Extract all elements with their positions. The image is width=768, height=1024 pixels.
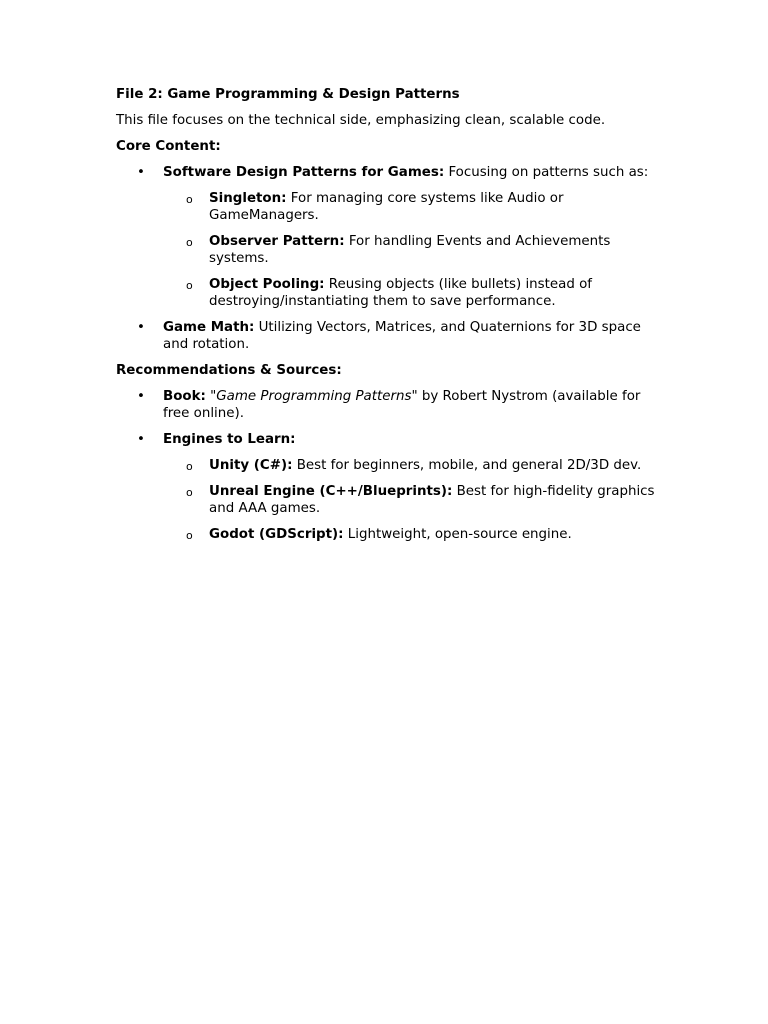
subitem-label: Singleton:: [209, 191, 287, 206]
sublist-item-unity: [163, 457, 656, 474]
engines-sublist: [163, 457, 656, 543]
sublist-item-object-pooling: [163, 276, 656, 310]
item-text: Utilizing Vectors, Matrices, and Quaternions for 3D space and rotation.: [163, 320, 641, 352]
sublist-item-unreal: [163, 483, 656, 517]
item-label: Software Design Patterns for Games:: [163, 165, 445, 180]
circle-bullet-icon: o: [186, 529, 193, 542]
design-patterns-sublist: [163, 190, 656, 310]
bullet-icon: •: [137, 320, 145, 335]
item-label: Book:: [163, 389, 206, 404]
circle-bullet-icon: o: [186, 236, 193, 249]
document-title: File 2: Game Programming & Design Patterns: [116, 87, 460, 102]
circle-bullet-icon: o: [186, 193, 193, 206]
intro-paragraph: This file focuses on the technical side, emphasizing clean, scalable code.: [116, 113, 606, 128]
recommendations-list: [116, 388, 656, 543]
list-item-engines: [116, 431, 656, 543]
item-label: Engines to Learn:: [163, 432, 296, 447]
subitem-label: Object Pooling:: [209, 277, 325, 292]
list-item-book: [116, 388, 656, 422]
subitem-label: Godot (GDScript):: [209, 527, 344, 542]
sublist-item-singleton: [163, 190, 656, 224]
book-details: " by Robert Nystrom (available for free online).: [163, 389, 641, 421]
subitem-text: For handling Events and Achievements systems.: [209, 234, 611, 266]
subitem-label: Unity (C#):: [209, 458, 293, 473]
subitem-text: For managing core systems like Audio or GameManagers.: [209, 191, 564, 223]
recommendations-heading: Recommendations & Sources:: [116, 363, 342, 378]
subitem-label: Unreal Engine (C++/Blueprints):: [209, 484, 453, 499]
core-content-heading: Core Content:: [116, 139, 221, 154]
list-item-game-math: [116, 319, 656, 353]
bullet-icon: •: [137, 165, 145, 180]
book-title: Game Programming Patterns: [216, 389, 412, 404]
bullet-icon: •: [137, 389, 145, 404]
subitem-text: Reusing objects (like bullets) instead of destroying/instantiating them to save performance.: [209, 277, 592, 309]
circle-bullet-icon: o: [186, 279, 193, 292]
sublist-item-observer: [163, 233, 656, 267]
core-content-list: [116, 164, 656, 353]
subitem-text: Lightweight, open-source engine.: [343, 527, 572, 542]
item-label: Game Math:: [163, 320, 255, 335]
sublist-item-godot: [163, 526, 656, 543]
bullet-icon: •: [137, 432, 145, 447]
subitem-text: Best for high-fidelity graphics and AAA games.: [209, 484, 655, 516]
quote-open: ": [205, 389, 217, 404]
list-item-design-patterns: [116, 164, 656, 310]
document-page: [116, 86, 656, 552]
subitem-label: Observer Pattern:: [209, 234, 345, 249]
circle-bullet-icon: o: [186, 460, 193, 473]
item-text: Focusing on patterns such as:: [444, 165, 649, 180]
subitem-text: Best for beginners, mobile, and general 2D/3D dev.: [292, 458, 642, 473]
circle-bullet-icon: o: [186, 486, 193, 499]
